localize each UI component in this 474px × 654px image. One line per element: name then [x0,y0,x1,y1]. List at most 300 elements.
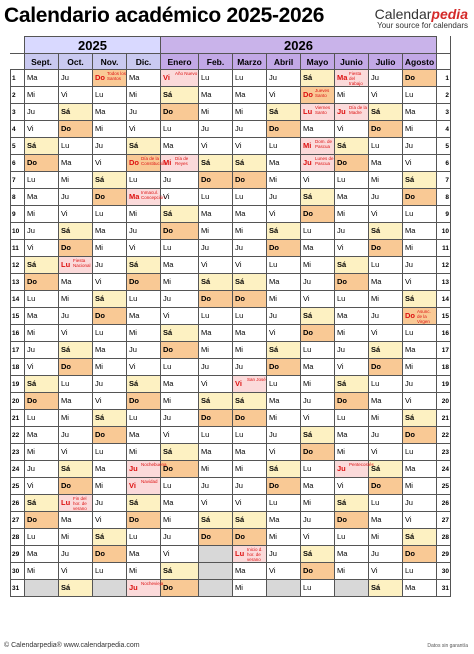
weekday-label: Ma [235,209,246,218]
weekday-label: Sá [303,430,313,439]
weekday-label: Sá [201,515,211,524]
weekday-label: Lu [371,498,380,507]
weekday-label: Ma [27,73,38,82]
day-cell [199,461,233,478]
weekday-label: Lu [95,447,104,456]
day-cell [369,291,403,308]
day-row [11,495,451,512]
weekday-label: Vi [303,175,310,184]
day-cell [301,461,335,478]
weekday-label: Do [269,243,279,252]
weekday-label: Ma [235,566,246,575]
weekday-label: Mi [337,566,345,575]
weekday-label: Ma [95,464,106,473]
day-row [11,189,451,206]
day-cell [301,359,335,376]
weekday-label: Vi [269,566,276,575]
day-cell [403,172,437,189]
weekday-label: Lu [235,549,245,558]
day-cell [93,257,127,274]
day-cell [233,410,267,427]
day-cell [161,274,199,291]
weekday-label: Sá [27,498,37,507]
day-cell [369,546,403,563]
day-row [11,410,451,427]
weekday-label: Do [337,158,347,167]
day-cell [25,138,59,155]
weekday-label: Lu [95,328,104,337]
weekday-label: Ju [61,430,69,439]
weekday-label: Lu [95,90,104,99]
day-cell [335,291,369,308]
day-cell [335,580,369,597]
day-cell [161,359,199,376]
day-cell [267,359,301,376]
weekday-label: Mi [95,481,103,490]
weekday-label: Lu [27,294,36,303]
weekday-label: Ju [61,311,69,320]
weekday-label: Vi [163,192,170,201]
day-cell [301,308,335,325]
day-cell [403,104,437,121]
day-row [11,580,451,597]
day-cell [403,257,437,274]
weekday-label: Ju [405,141,413,150]
day-cell [199,342,233,359]
day-cell [93,155,127,172]
day-number: 29 [437,546,451,563]
day-cell [199,87,233,104]
day-cell [127,580,164,597]
weekday-label: Mi [371,294,379,303]
day-cell [127,121,161,138]
day-cell [335,478,369,495]
weekday-label: Ju [235,362,243,371]
day-cell [369,257,403,274]
day-number: 31 [437,580,451,597]
day-cell [161,410,199,427]
weekday-label: Lu [269,141,278,150]
day-cell [25,325,59,342]
weekday-label: Lu [129,175,138,184]
day-cell [25,580,59,597]
day-cell [233,104,267,121]
weekday-label: Sá [95,175,105,184]
day-cell [199,104,233,121]
day-cell [335,461,374,478]
day-cell [199,529,233,546]
day-number: 26 [11,495,25,512]
day-cell [25,393,59,410]
weekday-label: Lu [163,481,172,490]
weekday-label: Vi [235,260,242,269]
day-cell [335,427,369,444]
day-cell [335,138,369,155]
day-cell [267,206,301,223]
weekday-label: Sá [95,532,105,541]
weekday-label: Mi [27,566,35,575]
weekday-label: Sá [371,583,381,592]
weekday-label: Lu [61,141,70,150]
day-cell [369,172,403,189]
day-cell [335,410,369,427]
weekday-label: Ju [337,345,345,354]
day-cell [161,376,199,393]
calendar-table [10,36,451,597]
weekday-label: Vi [405,396,412,405]
weekday-label: Sá [129,498,139,507]
day-row [11,546,451,563]
day-cell [25,70,59,87]
day-cell [403,223,437,240]
day-cell [403,138,437,155]
day-cell [59,240,93,257]
day-cell [403,410,437,427]
day-cell [335,325,369,342]
weekday-label: Ma [303,243,314,252]
weekday-label: Do [129,515,139,524]
day-cell [301,342,335,359]
day-number: 8 [11,189,25,206]
day-cell [301,529,335,546]
weekday-label: Vi [371,447,378,456]
day-cell [403,478,437,495]
day-cell [59,461,93,478]
day-number: 28 [437,529,451,546]
weekday-label: Sá [371,107,381,116]
day-cell [403,427,437,444]
weekday-label: Sá [163,447,173,456]
day-cell [93,478,127,495]
day-cell [301,376,335,393]
weekday-label: Ju [201,481,209,490]
day-cell [301,138,335,155]
day-cell [369,138,403,155]
day-cell [335,393,369,410]
weekday-label: Vi [371,90,378,99]
day-cell [161,138,199,155]
day-cell [233,223,267,240]
day-number: 5 [437,138,451,155]
day-cell [301,87,335,104]
weekday-label: Mi [129,566,137,575]
weekday-label: Ma [129,73,140,82]
day-cell [93,529,127,546]
day-cell [127,427,161,444]
weekday-label: Do [129,277,139,286]
day-cell [93,393,127,410]
day-cell [233,393,267,410]
day-number: 6 [11,155,25,172]
weekday-label: Do [61,362,71,371]
weekday-label: Do [129,158,139,167]
weekday-label: Mi [337,209,345,218]
day-cell [93,291,127,308]
day-cell [25,87,59,104]
day-cell [25,444,59,461]
weekday-label: Mi [27,447,35,456]
day-cell [93,223,127,240]
day-cell [335,342,369,359]
day-cell [369,376,403,393]
day-cell [403,359,437,376]
day-cell [127,546,161,563]
day-cell [369,308,403,325]
weekday-label: Vi [405,277,412,286]
day-cell [199,512,233,529]
day-cell [199,121,233,138]
weekday-label: Do [27,158,37,167]
day-number: 11 [437,240,451,257]
weekday-label: Vi [235,141,242,150]
calendarpedia-logo [375,6,468,30]
day-cell [233,444,267,461]
weekday-label: Ma [129,549,140,558]
day-cell [59,223,93,240]
day-cell [59,172,93,189]
weekday-label: Sá [405,175,415,184]
weekday-label: Lu [129,413,138,422]
weekday-label: Ju [235,124,243,133]
weekday-label: Ju [27,464,35,473]
day-number: 24 [437,461,451,478]
weekday-label: Do [303,566,313,575]
weekday-label: Sá [235,277,245,286]
weekday-label: Vi [269,447,276,456]
weekday-label: Mi [201,107,209,116]
weekday-label: Ju [129,107,137,116]
weekday-label: Ju [371,192,379,201]
day-cell [93,461,127,478]
day-cell [403,376,437,393]
weekday-label: Lu [61,498,71,507]
weekday-label: Sá [129,260,139,269]
weekday-label: Vi [27,481,34,490]
day-cell [25,223,59,240]
weekday-label: Sá [269,464,279,473]
weekday-label: Sá [405,413,415,422]
weekday-label: Ju [61,192,69,201]
weekday-label: Mi [303,260,311,269]
weekday-label: Mi [27,209,35,218]
weekday-label: Ma [269,277,280,286]
day-row [11,393,451,410]
weekday-label: Sá [163,566,173,575]
day-cell [403,495,437,512]
day-cell [369,240,403,257]
day-cell [301,240,335,257]
day-cell [161,240,199,257]
weekday-label: Do [303,90,313,99]
weekday-label: Ma [27,549,38,558]
day-cell [403,393,437,410]
day-cell [93,172,127,189]
weekday-label: Ma [95,107,106,116]
day-cell [161,495,199,512]
weekday-label: Ma [405,226,416,235]
day-cell [267,87,301,104]
day-cell [233,461,267,478]
day-cell [161,155,199,172]
day-cell [369,444,403,461]
day-cell [25,495,59,512]
weekday-label: Lu [303,107,313,116]
weekday-label: Ju [303,515,311,524]
day-cell [233,529,267,546]
day-cell [199,291,233,308]
month-header: Nov. [93,54,127,70]
weekday-label: Sá [269,226,279,235]
day-cell [199,410,233,427]
weekday-label: Ju [95,260,103,269]
day-number: 6 [437,155,451,172]
day-cell [25,308,59,325]
weekday-label: Do [163,226,173,235]
weekday-label: Mi [303,379,311,388]
day-cell [161,342,199,359]
weekday-label: Vi [163,73,170,82]
day-cell [93,104,127,121]
weekday-label: Ma [201,90,212,99]
day-row [11,87,451,104]
weekday-label: Mi [371,175,379,184]
weekday-label: Mi [371,532,379,541]
weekday-label: Mi [201,345,209,354]
weekday-label: Ma [201,209,212,218]
day-cell [335,274,369,291]
weekday-label: Ma [163,260,174,269]
weekday-label: Vi [303,532,310,541]
day-number: 24 [11,461,25,478]
weekday-label: Sá [303,192,313,201]
weekday-label: Vi [61,566,68,575]
day-cell [267,257,301,274]
weekday-label: Mi [129,209,137,218]
day-cell [403,342,437,359]
day-cell [199,444,233,461]
weekday-label: Ma [303,362,314,371]
day-number: 4 [11,121,25,138]
day-cell [233,376,267,393]
day-cell [59,512,93,529]
day-cell [301,563,335,580]
weekday-label: Ju [269,549,277,558]
day-cell [199,223,233,240]
weekday-label: Sá [61,464,71,473]
day-cell [25,240,59,257]
day-number: 12 [437,257,451,274]
weekday-label: Vi [405,515,412,524]
weekday-label: Do [303,447,313,456]
weekday-label: Lu [405,209,414,218]
day-number: 18 [11,359,25,376]
weekday-label: Sá [163,90,173,99]
weekday-label: Do [95,192,105,201]
weekday-label: Sá [303,549,313,558]
day-cell [335,308,369,325]
day-cell [199,580,233,597]
weekday-label: Vi [163,549,170,558]
weekday-label: Lu [235,430,244,439]
day-number: 10 [437,223,451,240]
day-cell [267,308,301,325]
weekday-label: Vi [27,243,34,252]
day-cell [59,546,93,563]
weekday-label: Ma [337,73,348,82]
corner-cell [11,37,25,54]
weekday-label: Ju [269,192,277,201]
weekday-label: Mi [95,243,103,252]
day-cell [301,104,335,121]
weekday-label: Sá [61,226,71,235]
weekday-label: Mi [269,413,277,422]
weekday-label: Ju [129,583,138,592]
holiday-note: Año Nuevo [175,71,198,76]
day-number: 12 [11,257,25,274]
day-cell [403,189,437,206]
day-cell [127,444,161,461]
weekday-label: Vi [405,158,412,167]
weekday-label: Vi [129,243,136,252]
day-cell [233,325,267,342]
day-cell [335,189,369,206]
weekday-label: Lu [235,192,244,201]
day-cell [233,512,267,529]
day-number: 23 [437,444,451,461]
day-cell [59,427,93,444]
weekday-label: Ju [405,498,413,507]
calendar-body [11,70,451,597]
weekday-label: Do [95,549,105,558]
day-number: 15 [437,308,451,325]
weekday-label: Mi [235,345,243,354]
day-row [11,529,451,546]
month-header: Sept. [25,54,59,70]
day-cell [267,223,301,240]
day-cell [59,376,93,393]
day-cell [127,274,161,291]
weekday-label: Ma [269,158,280,167]
day-row [11,376,451,393]
day-cell [267,155,301,172]
day-cell [369,223,403,240]
day-number: 27 [437,512,451,529]
holiday-note: Inmacul. Concepción [141,190,165,200]
weekday-label: Lu [27,413,36,422]
weekday-label: Ju [371,549,379,558]
weekday-label: Lu [201,311,210,320]
day-row [11,155,451,172]
year-2026-header: 2026 [161,37,437,54]
weekday-label: Mi [405,362,413,371]
weekday-label: Vi [337,124,344,133]
weekday-label: Ju [27,226,35,235]
day-cell [267,393,301,410]
weekday-label: Do [269,124,279,133]
day-number: 3 [437,104,451,121]
day-cell [59,257,93,274]
weekday-label: Sá [201,158,211,167]
day-cell [369,70,403,87]
weekday-label: Ju [201,362,209,371]
day-number: 20 [437,393,451,410]
day-cell [267,291,301,308]
day-cell [369,189,403,206]
weekday-label: Ju [61,549,69,558]
day-cell [369,121,403,138]
day-cell [233,478,267,495]
weekday-label: Do [405,430,415,439]
